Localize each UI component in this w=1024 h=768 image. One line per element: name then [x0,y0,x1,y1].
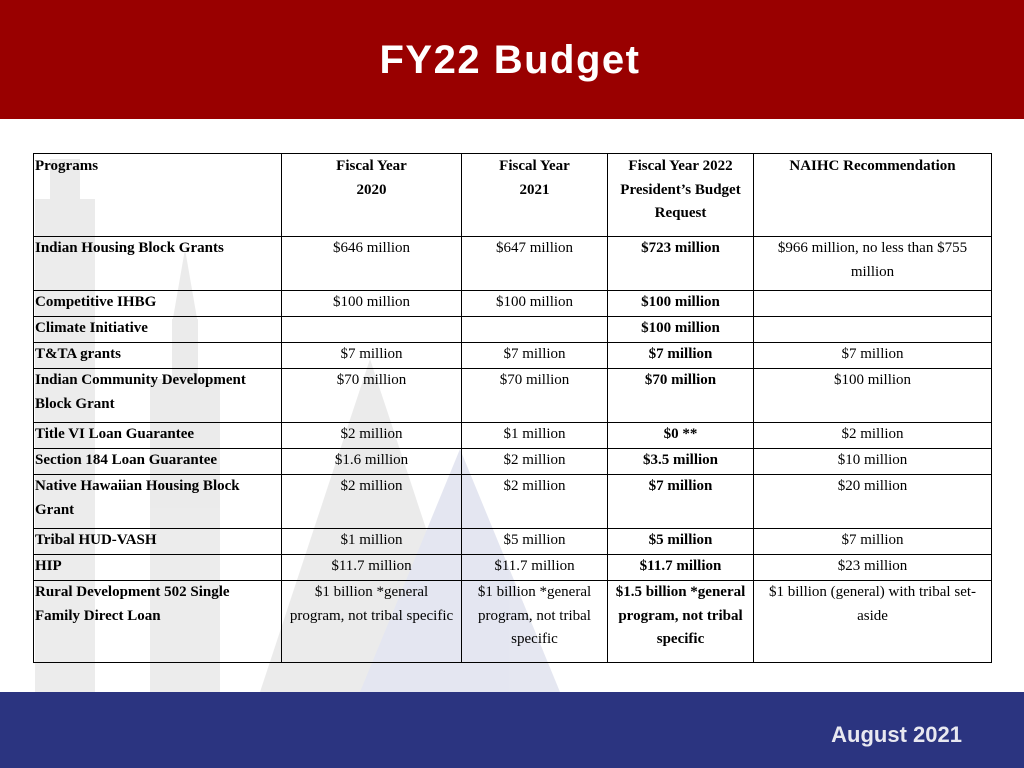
fy2020-cell: $7 million [282,343,462,369]
table-header-row [34,154,992,237]
footer-date: August 2021 [831,722,962,747]
naihc-cell: $10 million [754,449,992,475]
naihc-cell: $23 million [754,555,992,581]
program-cell: Title VI Loan Guarantee [34,423,282,449]
header-programs: Programs [34,154,282,237]
fy2021-cell [462,317,608,343]
table-row [34,369,992,423]
fy2021-cell: $647 million [462,237,608,291]
table-row [34,475,992,529]
fy2020-cell: $100 million [282,291,462,317]
budget-table [33,153,992,663]
naihc-cell: $2 million [754,423,992,449]
table-row [34,555,992,581]
header-fy2021: Fiscal Year 2021 [462,154,608,237]
table-row [34,449,992,475]
fy2021-cell: $70 million [462,369,608,423]
header-naihc: NAIHC Recommendation [754,154,992,237]
fy2020-cell: $2 million [282,423,462,449]
fy2022-cell: $7 million [608,343,754,369]
program-cell: Section 184 Loan Guarantee [34,449,282,475]
table-row [34,237,992,291]
table-row [34,581,992,663]
naihc-cell: $100 million [754,369,992,423]
table-row [34,343,992,369]
fy2020-cell: $70 million [282,369,462,423]
fy2020-cell: $646 million [282,237,462,291]
fy2020-cell: $1.6 million [282,449,462,475]
fy2022-cell: $100 million [608,317,754,343]
header-fy2020: Fiscal Year 2020 [282,154,462,237]
table-row [34,317,992,343]
fy2020-cell: $1 billion *general program, not tribal specific [282,581,462,663]
program-cell: Climate Initiative [34,317,282,343]
fy2020-cell: $1 million [282,529,462,555]
fy2022-cell: $1.5 billion *general program, not tribal specific [608,581,754,663]
header-banner [0,0,1024,119]
table-row [34,291,992,317]
table-row [34,529,992,555]
fy2021-cell: $11.7 million [462,555,608,581]
naihc-cell: $1 billion (general) with tribal set-aside [754,581,992,663]
program-cell: Tribal HUD-VASH [34,529,282,555]
fy2021-cell: $100 million [462,291,608,317]
slide-title: FY22 Budget [379,38,641,82]
fy2021-cell: $7 million [462,343,608,369]
fy2022-cell: $100 million [608,291,754,317]
fy2021-cell: $2 million [462,475,608,529]
fy2020-cell [282,317,462,343]
fy2022-cell: $5 million [608,529,754,555]
fy2021-cell: $5 million [462,529,608,555]
program-cell: T&TA grants [34,343,282,369]
program-cell: Indian Housing Block Grants [34,237,282,291]
naihc-cell [754,291,992,317]
fy2022-cell: $11.7 million [608,555,754,581]
fy2022-cell: $723 million [608,237,754,291]
naihc-cell: $966 million, no less than $755 million [754,237,992,291]
fy2021-cell: $1 billion *general program, not tribal specific [462,581,608,663]
naihc-cell: $20 million [754,475,992,529]
naihc-cell: $7 million [754,343,992,369]
fy2020-cell: $11.7 million [282,555,462,581]
table-row [34,423,992,449]
program-cell: Rural Development 502 Single Family Direct Loan [34,581,282,663]
header-fy2022: Fiscal Year 2022 President’s Budget Request [608,154,754,237]
fy2022-cell: $70 million [608,369,754,423]
fy2021-cell: $1 million [462,423,608,449]
program-cell: HIP [34,555,282,581]
program-cell: Native Hawaiian Housing Block Grant [34,475,282,529]
fy2022-cell: $0 ** [608,423,754,449]
fy2020-cell: $2 million [282,475,462,529]
fy2022-cell: $3.5 million [608,449,754,475]
fy2021-cell: $2 million [462,449,608,475]
naihc-cell: $7 million [754,529,992,555]
program-cell: Indian Community Development Block Grant [34,369,282,423]
naihc-cell [754,317,992,343]
fy2022-cell: $7 million [608,475,754,529]
footer-banner [0,692,1024,768]
program-cell: Competitive IHBG [34,291,282,317]
